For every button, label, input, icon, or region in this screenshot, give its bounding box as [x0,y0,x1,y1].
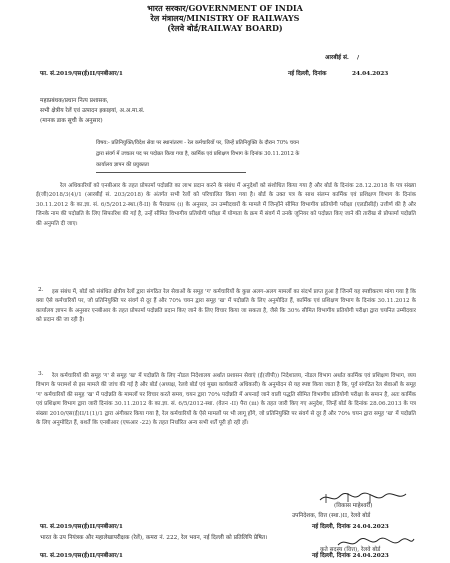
file-number: फा. सं.2019/एस(ई)II/एनबीआर/1 [40,71,123,77]
place-date-label: नई दिल्ली, दिनांक [288,71,327,77]
issue-date: 24.04.2023 [352,71,389,77]
addressee-line: सभी क्षेत्रीय रेलें एवं उत्पादन इकाइयां, अ.अ.मा.सं. [40,108,145,114]
gov-header: भारत सरकार/GOVERNMENT OF INDIA [147,3,303,13]
order-number: / [357,55,360,61]
addressee-line: (मानक डाक सूची के अनुसार) [40,118,103,124]
subject-line: कार्यालय ज्ञापन की प्रयुक्तता [96,162,149,168]
copy-recipient: भारत के उप नियंत्रक और महालेखापरीक्षक (रेलें), कमरा नं. 222, रेल भवन, नई दिल्ली को प्रतिलिपि प्रेषित। [40,535,268,541]
footer-place-date: नई दिल्ली, दिनांक 24.04.2023 [312,553,389,559]
footer-file-number: फा. सं.2019/एस(ई)II/एनबीआर/1 [40,553,123,559]
paragraph-number-2: 2. [38,287,44,293]
addressee-line: महाप्रबंधक/प्रधान नित्य प्रशासक, [40,98,109,104]
board-header: (रेलवे बोर्ड/RAILWAY BOARD) [167,23,283,33]
ministry-header: रेल मंत्रालय/MINISTRY OF RAILWAYS [150,13,300,23]
subject-underline [96,172,246,173]
paragraph-number-3: 3. [38,371,44,377]
signatory-title: उपनिदेशक, वित्त (स्था.)II, रेलवे बोर्ड [292,513,371,519]
subject-line: द्वारा संवर्ग में उच्चतर पद पर पदोन्नत किया गया है, कार्मिक एवं प्रशिक्षण विभाग के दिनांक 30.11.2012 के [96,151,300,157]
copy-place-date: नई दिल्ली, दिनांक 24.04.2023 [312,524,389,530]
order-label: आरबीई सं. [325,55,349,61]
paragraph-1: रेल अधिकारियों को एनबीआर के तहत प्रोफार्मा पदोन्नति का लाभ प्रदान करने के संबंध में अनुदेशों को संशोधित किया गया है और बोर्ड के दिनांक 28.12.2018 के पत्र संख्या ई(जी)2018/3(4)/1 (आरबीई सं. 203/2018) के अंतर्गत सभी रेलों को परिचालित किया गया है। बोर्ड के उक्त पत्र के साथ संलग्न कार्मिक एवं प्रशिक्षण विभाग के दिनांक 30.11.2012 के का.ज्ञा. सं. 6/5/2012-स्था.(वे-II) के पैराग्राफ (i) के अनुसार, उन उम्मीदवारों के मामले में जिन्होंने सीमित विभागीय प्रतियोगी परीक्षा (एलडीसीई) उत्तीर्ण की है और जिनके नाम की पदोन्नति के लिए सिफारिश की गई है, उन्हें सीमित विभागीय प्रतियोगी परीक्षा में योग्यता के क्रम में संवर्ग में उनके जूनियर को पदोन्नत किए जाने की तारीख से प्रोफार्मा पदोन्नति की अनुमति दी जाए। [36,183,416,227]
subject-line: विषय:- प्रतिनियुक्ति/विदेश सेवा पर स्थानांतरण - रेल कर्मचारियों पर, जिन्हें प्रतिनियुक्ति के दौरान 70% चयन [96,140,299,146]
paragraph-2: इस संबंध में, बोर्ड को संबंधित क्षेत्रीय रेलों द्वारा संगठित रेल सेवाओं के समूह 'ग' कर्मचारियों के कुछ अलग-अलग मामलों का संदर्भ प्राप्त हुआ है जिनमें यह स्पष्टीकरण मांगा गया है कि क्या ऐसे कर्मचारियों पर, जो प्रतिनियुक्ति पर संवर्ग से दूर हैं और 70% चयन द्वारा समूह 'ख' में पदोन्नति के लिए अनुमोदित हैं, कार्मिक एवं प्रशिक्षण विभाग के दिनांक 30.11.2012 के कार्यालय ज्ञापन के अनुसार एनबीआर के तहत प्रोफार्मा पदोन्नति प्रदान किए जाने के लिए विचार किया जा सकता है, जैसे कि 30% सीमित विभागीय प्रतियोगी परीक्षा द्वारा चयनित उम्मीदवार को प्रदान की जा रही है। [36,289,416,324]
signatory-name: (विकास माहेश्वरी) [334,503,373,509]
copy-file-number: फा. सं.2019/एस(ई)II/एनबीआर/1 [40,524,123,530]
paragraph-3: रेल कर्मचारियों की समूह 'ग' से समूह 'ख' में पदोन्नति के लिए नोडल निदेशालय अर्थात प्रशासन सेवाएं (ई(जीपी)) निदेशालय, नोडल विभाग अर्थात कार्मिक एवं प्रशिक्षण विभाग, व्यय विभाग के परामर्श से इस मामले की जांच की गई है और बोर्ड (अध्यक्ष, रेलवे बोर्ड एवं मुख्य कार्यकारी अधिकारी) के अनुमोदन से यह स्पष्ट किया जाता है कि, पूर्व संगठित रेल सेवाओं के समूह 'ग' कर्मचारियों की समूह 'ख' में पदोन्नति के मामलों पर विचार करते समय, चयन द्वारा 70% पदोन्नति में अपनाई जाने वाली पद्धति सीमित विभागीय प्रतियोगी परीक्षा के समान है, अतः कार्मिक एवं प्रशिक्षण विभाग द्वारा जारी दिनांक 30.11.2012 के का.ज्ञा. सं. 6/5/2012-स्था. (वेतन -II) पैरा (iii) के तहत जारी किए गए अनुदेश, जिन्हें बोर्ड के दिनांक 28.06.2013 के पत्र संख्या 2010/एस(ई)II/1(1)/1 द्वारा अंगीकार किया गया है, रेल कर्मचारियों के ऐसे मामलों पर भी लागू होंगे, जो प्रतिनियुक्ति पर संवर्ग से दूर हैं और 70% चयन द्वारा समूह 'ख' में पदोन्नति के लिए अनुमोदित हैं, बशर्ते कि एनबीआर (एफआर -22) के तहत निर्धारित अन्य सभी शर्तें पूरी हो रही हों। [36,373,416,427]
copy-signer: कृते सदस्य (वित्त), रेलवे बोर्ड [320,547,381,553]
